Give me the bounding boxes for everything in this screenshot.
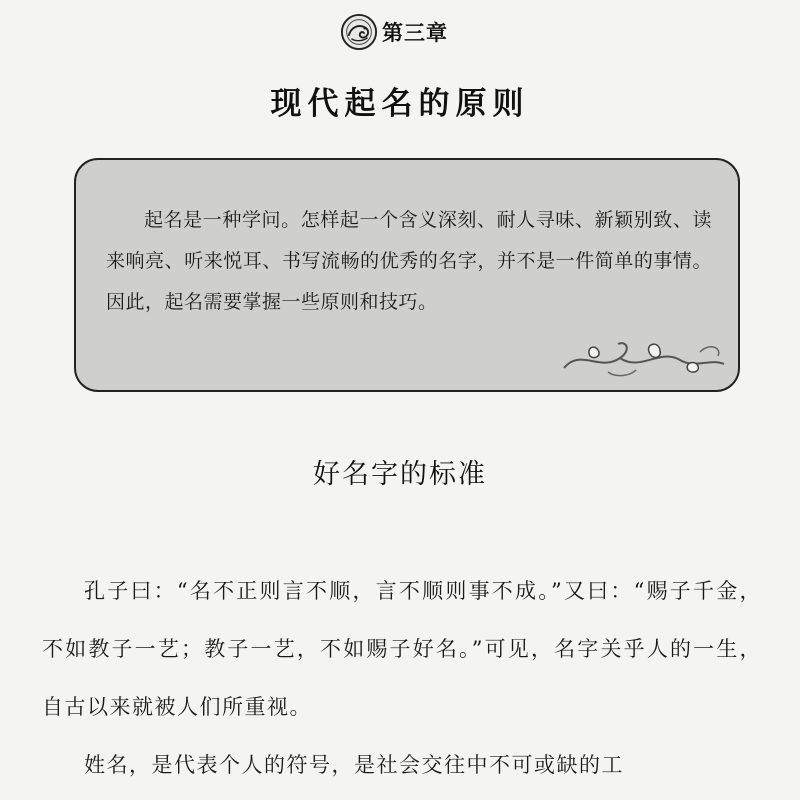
dragon-emblem-icon	[340, 13, 378, 51]
body-text	[42, 562, 762, 794]
chapter-label: 第三章	[382, 21, 448, 45]
chapter-title: 现代起名的原则	[270, 86, 530, 122]
section-heading: 好名字的标准	[313, 459, 487, 490]
floral-scroll-ornament-icon	[560, 328, 730, 384]
chapter-header	[340, 10, 448, 54]
intro-text: 起名是一种学问。怎样起一个含义深刻、耐人寻味、新颖别致、读来响亮、听来悦耳、书写流畅的优秀的名字，并不是一件简单的事情。因此，起名需要掌握一些原则和技巧。	[106, 209, 712, 313]
paragraph: 孔子曰：“名不正则言不顺，言不顺则事不成。”又曰：“赐子千金，不如教子一艺；教子一艺，不如赐子好名。”可见，名字关乎人的一生，自古以来就被人们所重视。	[42, 579, 762, 719]
paragraph: 姓名，是代表个人的符号，是社会交往中不可或缺的工	[84, 753, 624, 777]
intro-box	[74, 158, 740, 392]
